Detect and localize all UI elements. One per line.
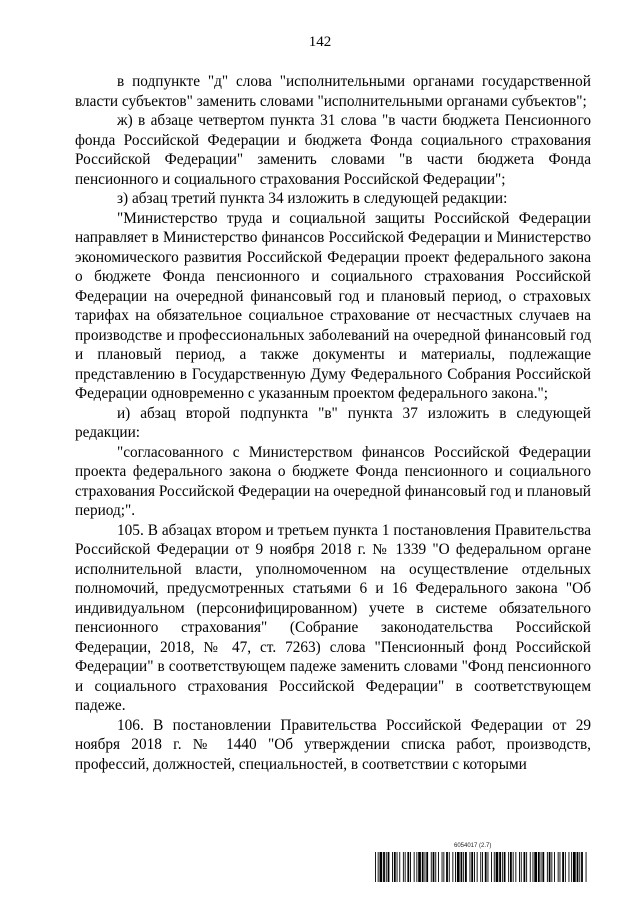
document-body [75, 72, 591, 774]
paragraph: и) абзац второй подпункта "в" пункта 37 изложить в следующей редакции: [75, 404, 591, 441]
paragraph: з) абзац третий пункта 34 изложить в следующей редакции: [117, 190, 508, 207]
paragraph: 106. В постановлении Правительства Российской Федерации от 29 ноября 2018 г. № 1440 "Об утверждении списка работ, производств, профессий, должностей, специальностей, в соответствии с которыми [75, 716, 591, 773]
paragraph: в подпункте "д" слова "исполнительными органами государственной власти субъектов" заменить словами "исполнительными органами субъектов"; [75, 73, 591, 110]
barcode-icon [375, 852, 587, 882]
paragraph: ж) в абзаце четвертом пункта 31 слова "в части бюджета Пенсионного фонда Российской Федерации и бюджета Фонда социального страхования Российской Федерации" заменить словами "в части бюджета Фонда пенсионного и социального страхования Российской Федерации"; [75, 112, 591, 188]
paragraph: "согласованного с Министерством финансов Российской Федерации проекта федерального закона о бюджете Фонда пенсионного и социального страхования Российской Федерации на очередной финансовый год и плановый период;". [75, 443, 591, 519]
document-code: 6054017 (2.7) [454, 843, 492, 849]
paragraph: 105. В абзацах втором и третьем пункта 1 постановления Правительства Российской Федерации от 9 ноября 2018 г. № 1339 "О федеральном органе исполнительной власти, уполномоченном на осуществление отдельных полномочий, предусмотренных статьями 6 и 16 Федерального закона "Об индивидуальном (персонифицированном) учете в системе обязательного пенсионного страхования" (Собрание законодательства Российской Федерации, 2018, № 47, ст. 7263) слова "Пенсионный фонд Российской Федерации" в соответствующем падеже заменить словами "Фонд пенсионного и социального страхования Российской Федерации" в соответствующем падеже. [75, 521, 591, 714]
page-number: 142 [308, 34, 332, 50]
paragraph: "Министерство труда и социальной защиты Российской Федерации направляет в Министерство финансов Российской Федерации и Министерство экономического развития Российской Федерации проект федерального закона о бюджете Фонда пенсионного и социального страхования Российской Федерации на очередной финансовый год и плановый период, о страховых тарифах на обязательное социальное страхование от несчастных случаев на производстве и профессиональных заболеваний на очередной финансовый год и плановый период, а также документы и материалы, подлежащие представлению в Государственную Думу Федерального Собрания Российской Федерации одновременно с указанным проектом федерального закона."; [75, 209, 591, 402]
